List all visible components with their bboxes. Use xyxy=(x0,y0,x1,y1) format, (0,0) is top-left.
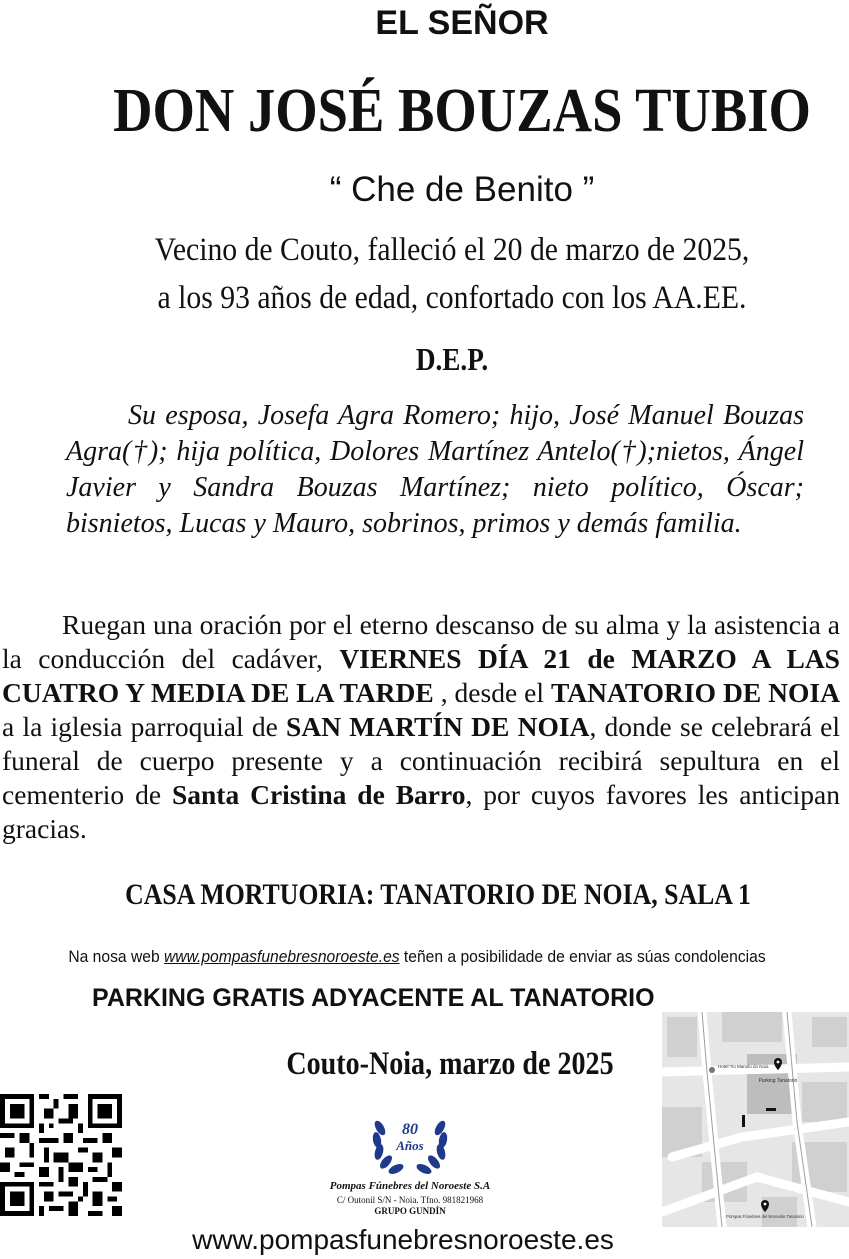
family-paragraph: Su esposa, Josefa Agra Romero; hijo, José Manuel Bouzas Agra(†); hija política, Dolores Martínez Antelo(†);nietos, Ángel Javier y Sandra Bouzas Martínez; nieto político, Óscar; bisnietos, Lucas y Mauro, sobrinos, primos y demás familia. xyxy=(66,400,804,539)
web-note-link[interactable]: www.pompasfunebresnoroeste.es xyxy=(163,947,400,966)
logo-badge-word: Años xyxy=(396,1138,424,1153)
service-church: SAN MARTÍN DE NOIA xyxy=(286,711,590,742)
casa-mortuoria: CASA MORTUORIA: TANATORIO DE NOIA, SALA 1 xyxy=(125,878,751,911)
logo-badge-number: 80 xyxy=(402,1121,418,1138)
place-date: Couto-Noia, marzo de 2025 xyxy=(286,1046,614,1082)
web-note-before: Na nosa web xyxy=(68,947,164,966)
service-text-2: , desde el xyxy=(433,677,551,708)
web-note-after: teñen a posibilidade de enviar as súas condolencias xyxy=(399,947,766,966)
deceased-name: DON JOSÉ BOUZAS TUBIO xyxy=(113,77,811,145)
intro-line-2: a los 93 años de edad, confortado con los AA.EE. xyxy=(157,280,747,316)
service-text-5: , por cuyos favores les anticipan gracias. xyxy=(2,779,841,844)
parking-note: PARKING GRATIS ADYACENTE AL TANATORIO xyxy=(92,984,655,1012)
service-date: VIERNES DÍA 21 de MARZO A LAS CUATRO Y MEDIA DE LA TARDE xyxy=(2,643,840,708)
dep-label: D.E.P. xyxy=(415,341,489,377)
salutation: EL SEÑOR xyxy=(375,4,549,42)
footer-url[interactable]: www.pompasfunebresnoroeste.es xyxy=(192,1224,614,1255)
web-note xyxy=(33,947,800,967)
hotel-marker-icon xyxy=(709,1067,715,1073)
nickname: “ Che de Benito ” xyxy=(329,170,595,209)
service-origin: TANATORIO DE NOIA xyxy=(550,677,840,708)
qr-code-icon[interactable] xyxy=(0,1094,122,1216)
map-label-parking: Parking Tanatorio xyxy=(758,1078,798,1084)
service-text-4: , donde se celebrará el funeral de cuerpo presente y a continuación recibirá sepultura en el cementerio de xyxy=(2,711,840,810)
service-cemetery: Santa Cristina de Barro xyxy=(171,779,466,810)
service-paragraph xyxy=(2,608,840,846)
location-map[interactable] xyxy=(662,1012,849,1227)
map-label-funeral: Pompas Fúnebres del Noroeste Tanatorio xyxy=(726,1214,804,1219)
logo-group: GRUPO GUNDÍN xyxy=(374,1206,446,1216)
logo-address: C/ Outonil S/N - Noia. Tfno. 981821968 xyxy=(336,1195,484,1205)
service-text-1: Ruegan una oración por el eterno descanso de su alma y la asistencia a la conducción del cadáver, xyxy=(2,609,840,674)
service-text-3: a la iglesia parroquial de xyxy=(2,711,287,742)
intro-line-1: Vecino de Couto, falleció el 20 de marzo de 2025, xyxy=(154,232,750,268)
logo-company-name: Pompas Fúnebres del Noroeste S.A xyxy=(329,1180,491,1192)
map-label-hotel: Hotel Tio Manolo do Noia xyxy=(718,1064,769,1069)
